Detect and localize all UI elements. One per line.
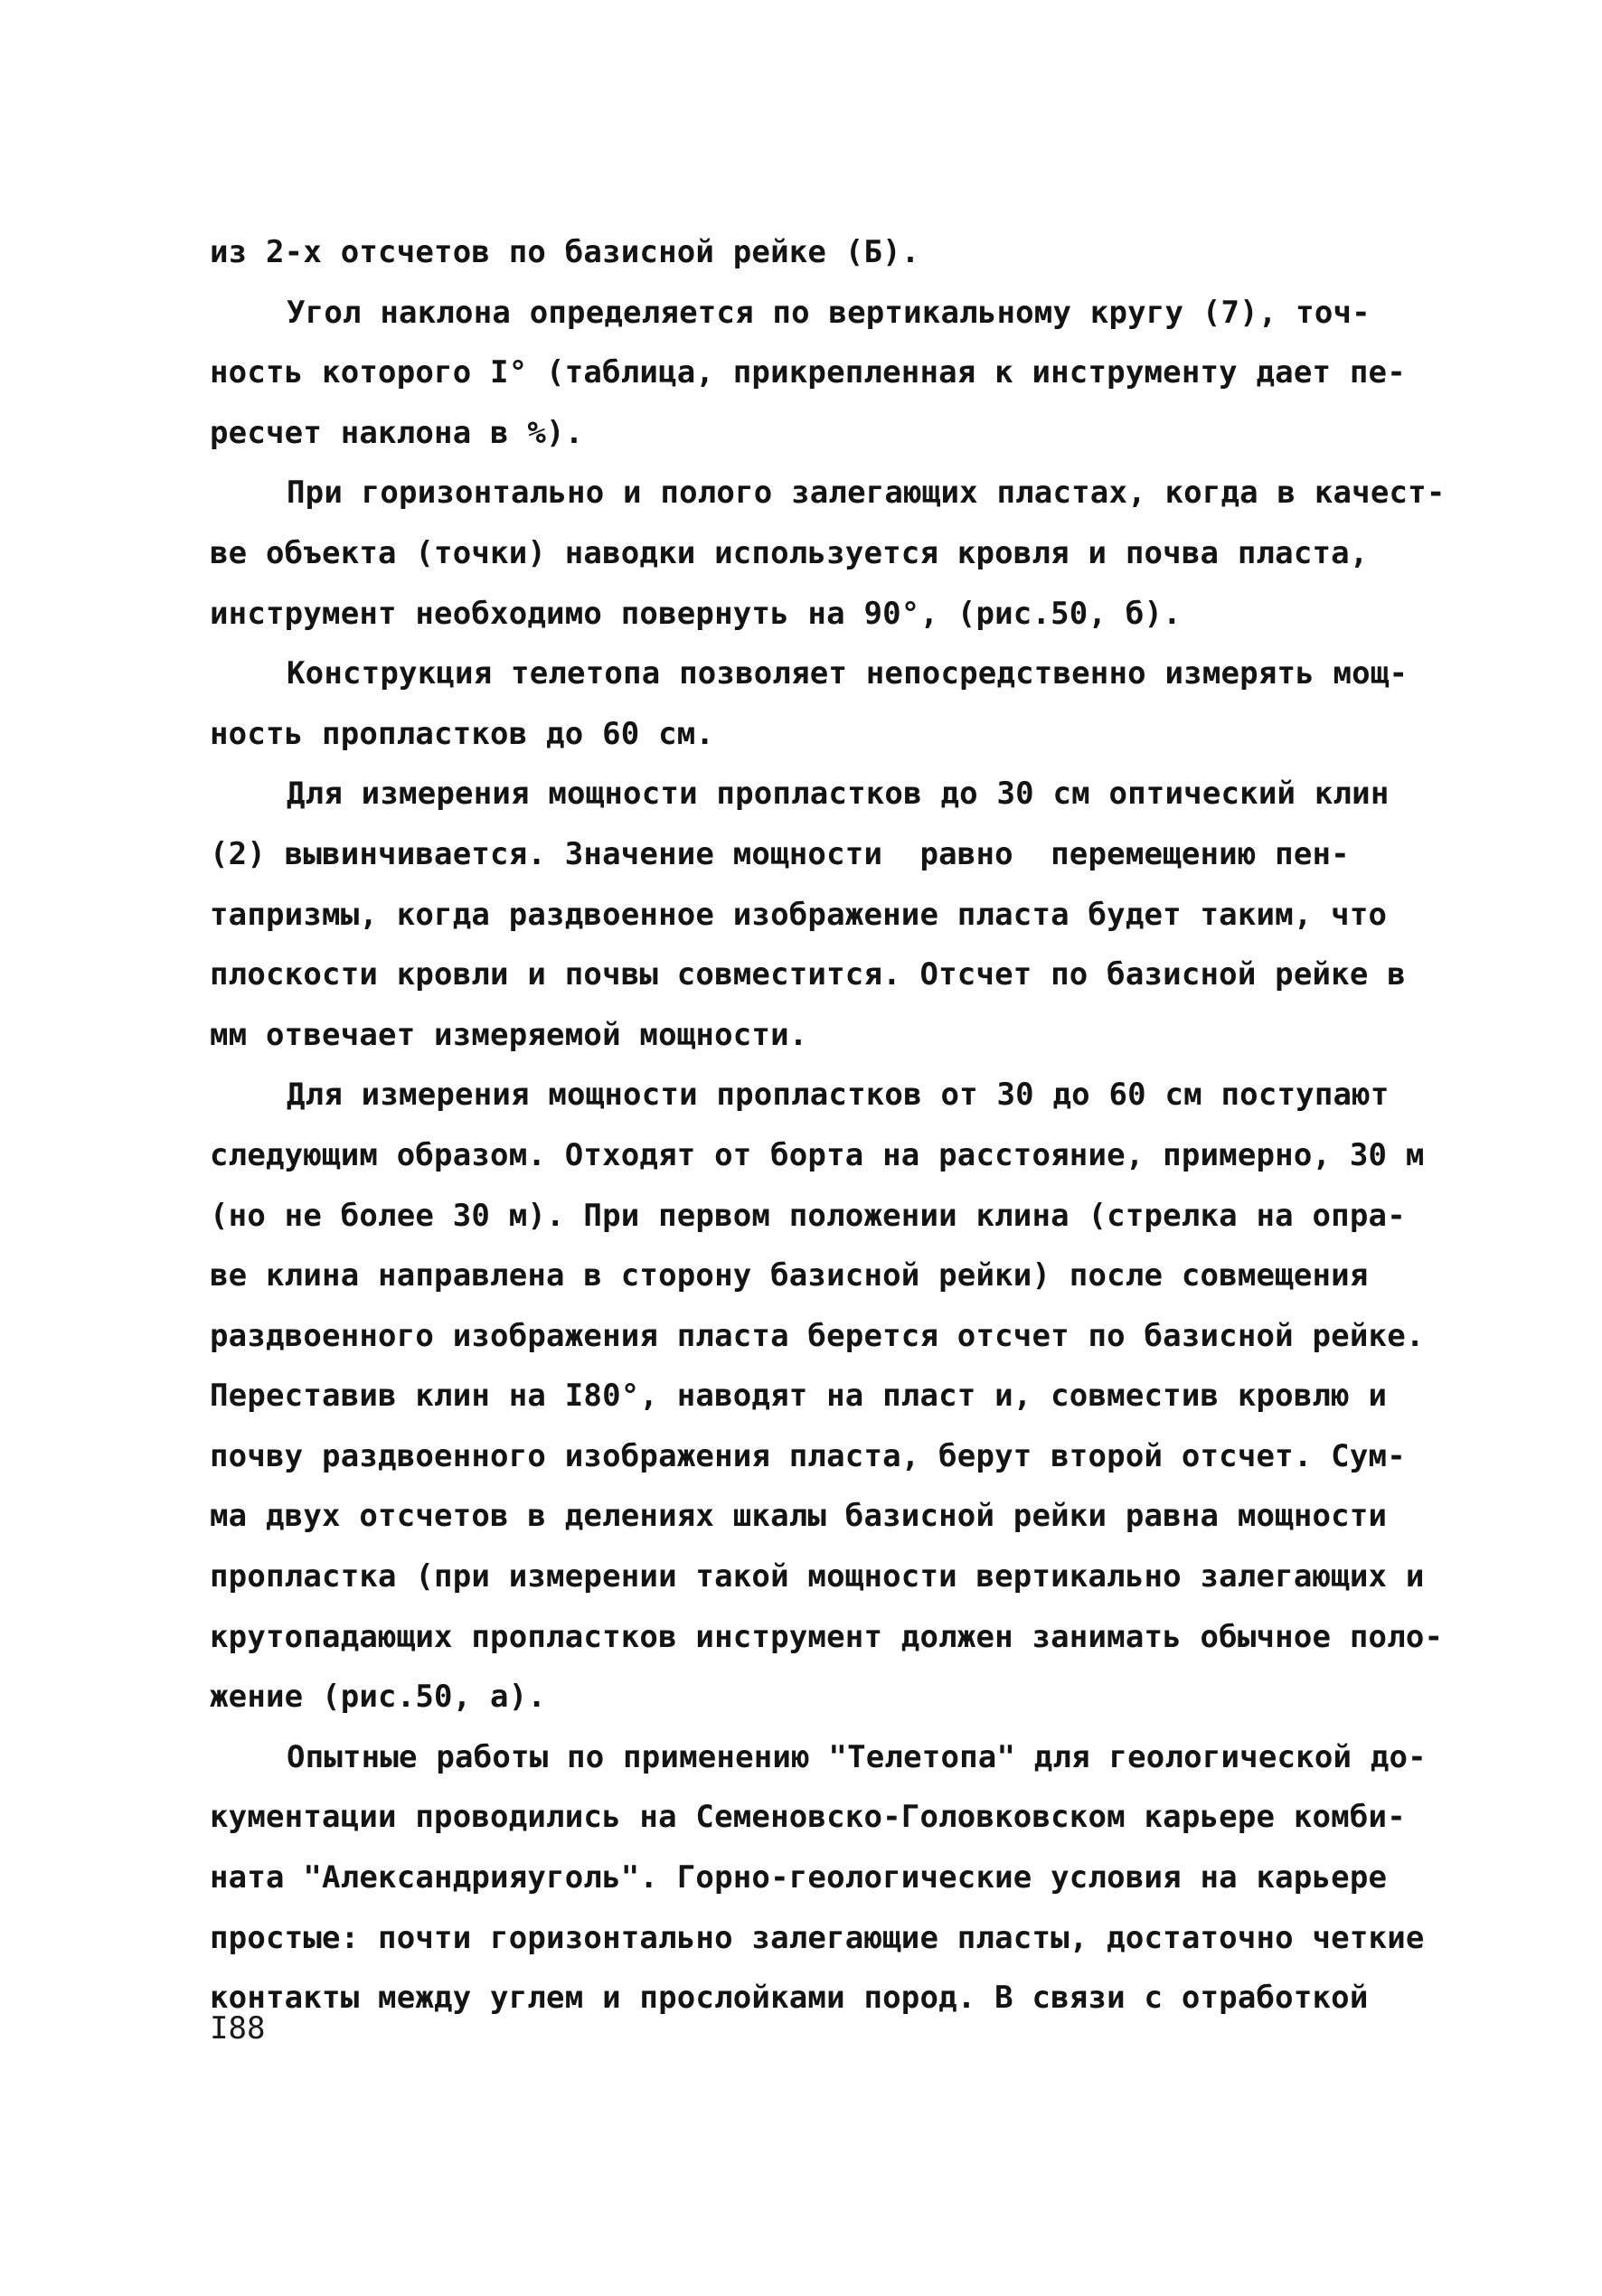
text-line: ве клина направлена в сторону базисной рейки) после совмещения (210, 1257, 1369, 1294)
text-line: Для измерения мощности пропластков от 30 до 60 см поступают (287, 1077, 1390, 1114)
body-text (210, 222, 1446, 2028)
text-line: ма двух отсчетов в делениях шкалы базисной рейки равна мощности (210, 1498, 1388, 1535)
text-line: Переставив клин на I80°, наводят на пласт и, совместив кровлю и (210, 1378, 1388, 1415)
text-line: Опытные работы по применению "Телетопа" для геологической до- (287, 1738, 1427, 1775)
text-line: пропластка (при измерении такой мощности вертикально залегающих и (210, 1558, 1425, 1595)
text-line: ната "Александрияуголь". Горно-геологические условия на карьере (210, 1859, 1388, 1896)
text-line: из 2-х отсчетов по базисной рейке (Б). (210, 234, 920, 270)
text-line: инструмент необходимо повернуть на 90°, (рис.50, б). (210, 595, 1182, 632)
text-line: (2) вывинчивается. Значение мощности равно перемещению пен- (210, 835, 1350, 872)
text-line: При горизонтально и полого залегающих пластах, когда в качест- (287, 475, 1446, 512)
text-line: кументации проводились на Семеновско-Головковском карьере комби- (210, 1799, 1406, 1836)
text-line: ность пропластков до 60 см. (210, 715, 715, 752)
text-line: ность которого I° (таблица, прикрепленная к инструменту дает пе- (210, 354, 1406, 391)
text-line: плоскости кровли и почвы совместится. Отсчет по базисной рейке в (210, 956, 1406, 993)
text-line: тапризмы, когда раздвоенное изображение пласта будет таким, что (210, 896, 1388, 933)
text-line: ресчет наклона в %). (210, 414, 584, 451)
text-line: простые: почти горизонтально залегающие пласты, достаточно четкие (210, 1919, 1425, 1956)
text-line: ве объекта (точки) наводки используется кровля и почва пласта, (210, 534, 1369, 571)
page-number: I88 (210, 2010, 266, 2047)
text-line: раздвоенного изображения пласта берется отсчет по базисной рейке. (210, 1317, 1425, 1354)
text-line: следующим образом. Отходят от борта на расстояние, примерно, 30 м (210, 1136, 1425, 1173)
text-line: Угол наклона определяется по вертикальному кругу (7), точ- (287, 294, 1371, 331)
text-line: почву раздвоенного изображения пласта, берут второй отсчет. Сум- (210, 1437, 1406, 1474)
text-line: (но не более 30 м). При первом положении клина (стрелка на опра- (210, 1197, 1406, 1234)
text-line: мм отвечает измеряемой мощности. (210, 1016, 808, 1053)
text-line: Для измерения мощности пропластков до 30 см оптический клин (287, 776, 1390, 813)
text-line: контакты между углем и прослойками пород. В связи с отработкой (210, 1980, 1369, 2017)
text-line: крутопадающих пропластков инструмент должен занимать обычное поло- (210, 1618, 1444, 1655)
text-line: жение (рис.50, а). (210, 1679, 547, 1716)
text-line: Конструкция телетопа позволяет непосредственно измерять мощ- (287, 655, 1409, 692)
